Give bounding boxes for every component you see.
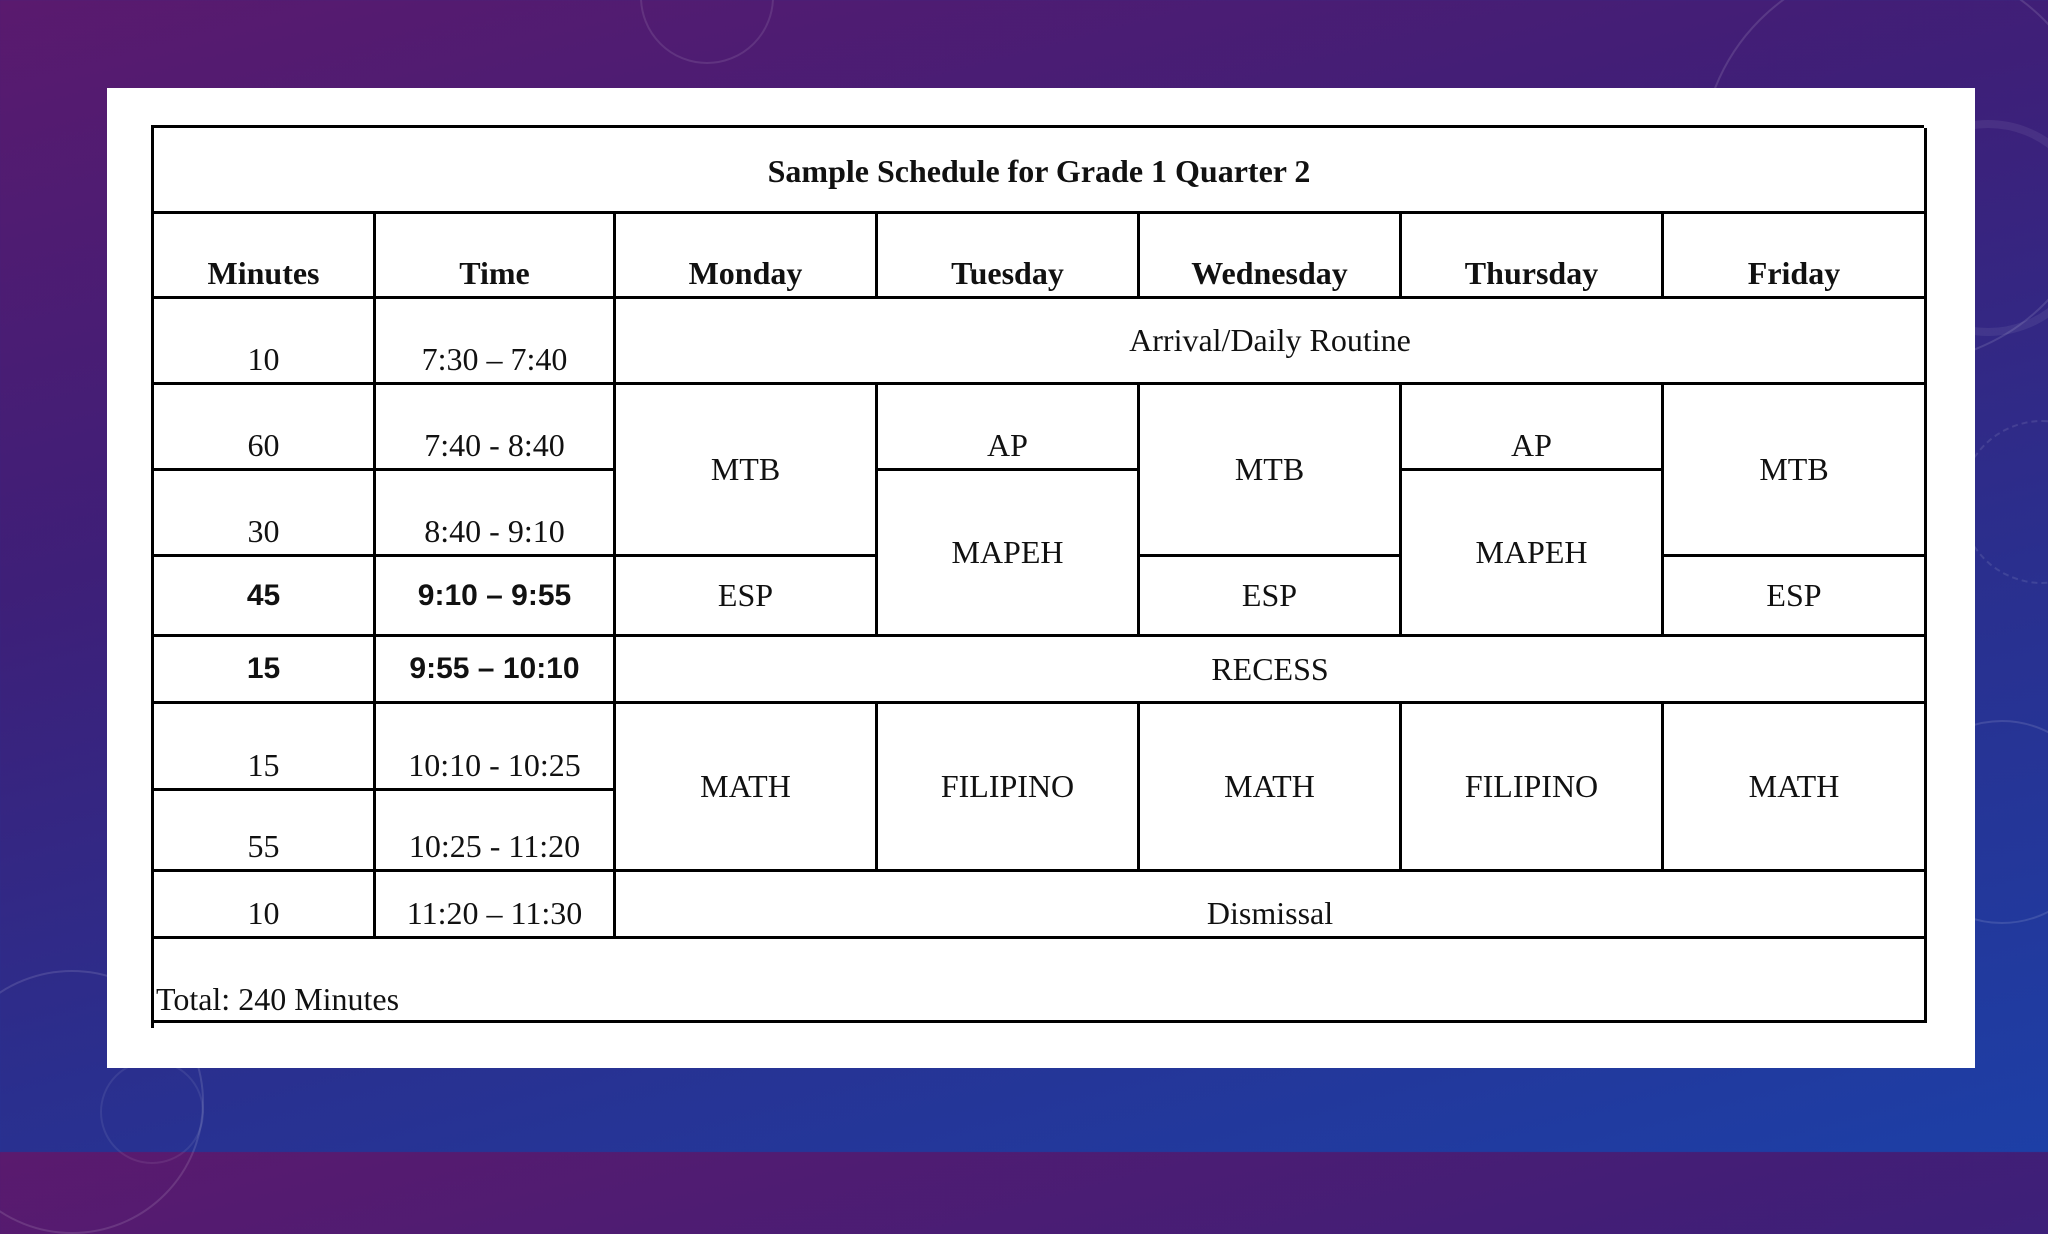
activity-thursday-filipino: FILIPINO <box>1402 704 1664 872</box>
time-cell: 10:25 - 11:20 <box>376 791 616 872</box>
activity-monday-math: MATH <box>616 704 878 872</box>
decorative-ring <box>100 1060 204 1164</box>
minutes-cell: 45 <box>154 557 376 637</box>
header-time: Time <box>376 214 616 299</box>
activity-wednesday-math: MATH <box>1140 704 1402 872</box>
total-minutes: Total: 240 Minutes <box>154 939 1927 1023</box>
activity-dismissal: Dismissal <box>616 872 1927 939</box>
activity-wednesday-mtb: MTB <box>1140 385 1402 557</box>
header-minutes: Minutes <box>154 214 376 299</box>
minutes-cell: 15 <box>154 637 376 704</box>
time-cell: 7:40 - 8:40 <box>376 385 616 471</box>
activity-arrival: Arrival/Daily Routine <box>616 299 1927 385</box>
minutes-cell: 10 <box>154 872 376 939</box>
time-cell: 9:55 – 10:10 <box>376 637 616 704</box>
header-thursday: Thursday <box>1402 214 1664 299</box>
activity-tuesday-filipino: FILIPINO <box>878 704 1140 872</box>
minutes-cell: 60 <box>154 385 376 471</box>
activity-friday-mtb: MTB <box>1664 385 1927 557</box>
minutes-cell: 55 <box>154 791 376 872</box>
minutes-cell: 30 <box>154 471 376 557</box>
minutes-cell: 15 <box>154 704 376 791</box>
time-cell: 11:20 – 11:30 <box>376 872 616 939</box>
minutes-cell: 10 <box>154 299 376 385</box>
time-cell: 7:30 – 7:40 <box>376 299 616 385</box>
time-cell: 8:40 - 9:10 <box>376 471 616 557</box>
activity-wednesday-esp: ESP <box>1140 557 1402 637</box>
activity-thursday-mapeh: MAPEH <box>1402 471 1664 637</box>
table-title: Sample Schedule for Grade 1 Quarter 2 <box>154 128 1927 214</box>
header-tuesday: Tuesday <box>878 214 1140 299</box>
activity-tuesday-mapeh: MAPEH <box>878 471 1140 637</box>
activity-friday-esp: ESP <box>1664 557 1927 637</box>
activity-friday-math: MATH <box>1664 704 1927 872</box>
activity-thursday-ap: AP <box>1402 385 1664 471</box>
decorative-ring <box>640 0 774 64</box>
activity-monday-esp: ESP <box>616 557 878 637</box>
header-wednesday: Wednesday <box>1140 214 1402 299</box>
header-friday: Friday <box>1664 214 1927 299</box>
slide <box>107 88 1975 1068</box>
header-monday: Monday <box>616 214 878 299</box>
activity-monday-mtb: MTB <box>616 385 878 557</box>
time-cell: 9:10 – 9:55 <box>376 557 616 637</box>
schedule-table <box>151 125 1924 1028</box>
time-cell: 10:10 - 10:25 <box>376 704 616 791</box>
activity-recess: RECESS <box>616 637 1927 704</box>
activity-tuesday-ap: AP <box>878 385 1140 471</box>
